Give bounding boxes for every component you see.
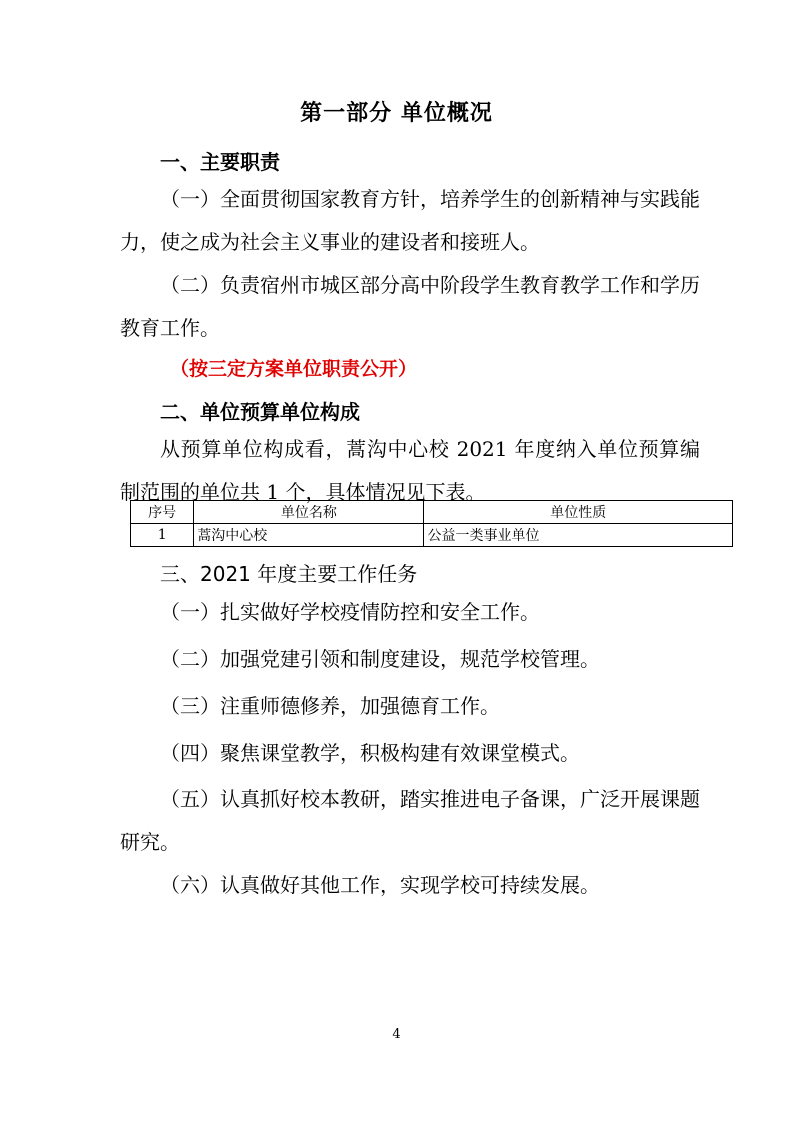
task-item-2: （二）加强党建引领和制度建设，规范学校管理。 xyxy=(160,647,600,671)
budget-units-paragraph: 从预算单位构成看，蒿沟中心校 2021 年度纳入单位预算编制范围的单位共 1 个，具体情况见下表。 xyxy=(120,437,700,504)
duty-item-1: （一）全面贯彻国家教育方针，培养学生的创新精神与实践能力，使之成为社会主义事业的建设者和接班人。 xyxy=(120,187,700,254)
duty-item-2: （二）负责宿州市城区部分高中阶段学生教育教学工作和学历教育工作。 xyxy=(120,273,700,340)
section-1-heading: 一、主要职责 xyxy=(160,150,280,174)
task-item-4: （四）聚焦课堂教学，积极构建有效课堂模式。 xyxy=(160,741,580,765)
cell-unit-type: 公益一类事业单位 xyxy=(424,524,733,547)
task-item-3: （三）注重师德修养，加强德育工作。 xyxy=(160,694,500,718)
task-item-5: （五）认真抓好校本教研，踏实推进电子备课，广泛开展课题研究。 xyxy=(120,787,700,854)
header-cell-unit-name: 单位名称 xyxy=(194,501,424,524)
section-2-heading: 二、单位预算单位构成 xyxy=(160,400,360,424)
duty-disclosure-note: （按三定方案单位职责公开） xyxy=(170,358,418,380)
header-cell-unit-type: 单位性质 xyxy=(424,501,733,524)
page-title: 第一部分 单位概况 xyxy=(300,101,493,126)
header-cell-seq: 序号 xyxy=(131,501,194,524)
section-3-heading: 三、2021 年度主要工作任务 xyxy=(160,562,418,586)
task-item-6: （六）认真做好其他工作，实现学校可持续发展。 xyxy=(160,873,600,897)
page-number: 4 xyxy=(392,1027,401,1042)
budget-units-table xyxy=(130,500,733,547)
table-header-row xyxy=(131,501,733,524)
cell-seq: 1 xyxy=(131,524,194,547)
table-row xyxy=(131,524,733,547)
cell-unit-name: 蒿沟中心校 xyxy=(194,524,424,547)
task-item-1: （一）扎实做好学校疫情防控和安全工作。 xyxy=(160,600,540,624)
